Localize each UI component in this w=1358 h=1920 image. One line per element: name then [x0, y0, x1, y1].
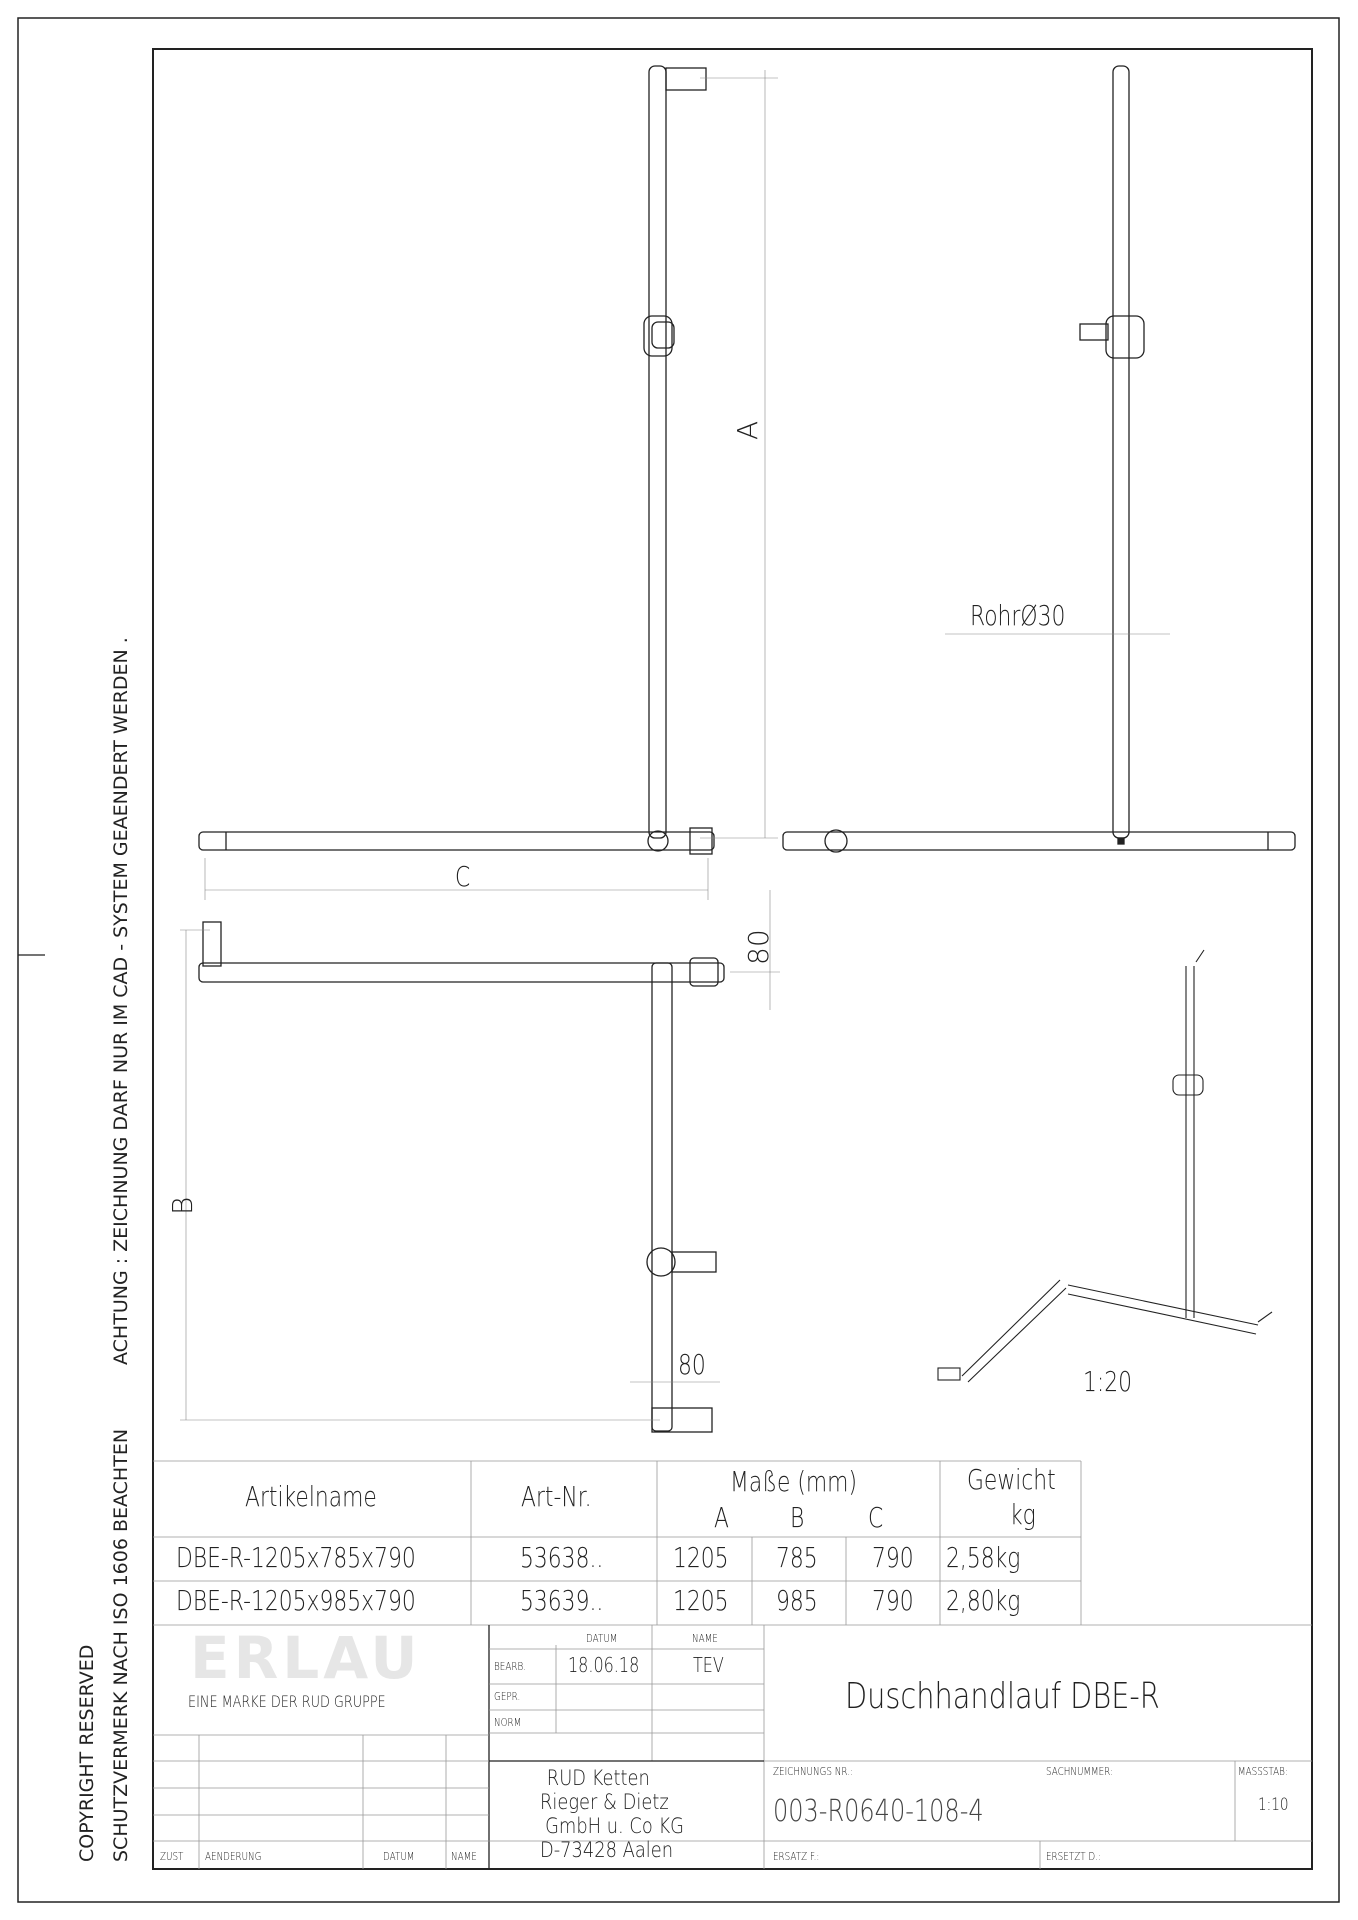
label-datum: DATUM	[586, 1632, 618, 1645]
label-rev-name: NAME	[451, 1850, 477, 1863]
dimension-offset-bottom: 80	[678, 1348, 706, 1381]
header-gewicht: Gewicht	[967, 1463, 1056, 1496]
warning-note: ACHTUNG : ZEICHNUNG DARF NUR IM CAD - SYSTEM GEAENDERT WERDEN .	[110, 637, 132, 1365]
header-b: B	[790, 1501, 805, 1534]
header-masse: Maße (mm)	[730, 1465, 857, 1498]
company-address	[540, 1766, 684, 1862]
label-drawing-no: ZEICHNUNGS NR.:	[773, 1765, 853, 1778]
cell-name: DBE-R-1205x785x790	[176, 1541, 416, 1574]
label-rev-zust: ZUST	[160, 1850, 184, 1863]
label-ersatz: ERSATZ F.:	[773, 1850, 820, 1863]
drawing-title: Duschhandlauf DBE-R	[845, 1676, 1160, 1717]
label-bearb: BEARB.	[494, 1660, 527, 1673]
header-c: C	[868, 1501, 884, 1534]
label-rev-datum: DATUM	[383, 1850, 415, 1863]
front-view	[199, 66, 778, 900]
header-artikelname: Artikelname	[245, 1480, 377, 1513]
header-art-nr: Art-Nr.	[521, 1480, 592, 1513]
label-norm: NORM	[494, 1716, 522, 1729]
cell-art: 53639..	[520, 1584, 604, 1617]
company-line: Rieger & Dietz	[540, 1790, 669, 1814]
brand-tagline: EINE MARKE DER RUD GRUPPE	[188, 1692, 386, 1711]
scale-value: 1:10	[1258, 1795, 1289, 1815]
header-a: A	[714, 1501, 729, 1534]
label-ersetzt: ERSETZT D.:	[1046, 1850, 1101, 1863]
cell-c: 790	[872, 1541, 914, 1574]
cell-b: 985	[776, 1584, 818, 1617]
cell-art: 53638..	[520, 1541, 604, 1574]
dimension-offset-top: 80	[742, 929, 775, 965]
cell-a: 1205	[673, 1541, 729, 1574]
iso-scale: 1:20	[1083, 1365, 1133, 1398]
side-view	[783, 66, 1295, 852]
label-name: NAME	[692, 1632, 718, 1645]
dimension-a: A	[731, 420, 764, 440]
isometric-view	[938, 950, 1272, 1382]
label-gepr: GEPR.	[494, 1690, 521, 1703]
bearb-date: 18.06.18	[568, 1653, 640, 1677]
cell-a: 1205	[673, 1584, 729, 1617]
header-kg: kg	[1010, 1498, 1036, 1531]
cell-name: DBE-R-1205x985x790	[176, 1584, 416, 1617]
cell-c: 790	[872, 1584, 914, 1617]
erlau-logo: ERLAU	[190, 1624, 422, 1692]
copyright-note: COPYRIGHT RESERVED	[76, 1644, 98, 1862]
dimension-c: C	[455, 860, 471, 893]
label-scale: MASSSTAB:	[1238, 1765, 1288, 1778]
label-rev-aenderung: AENDERUNG	[205, 1850, 262, 1863]
protection-note: SCHUTZVERMERK NACH ISO 1606 BEACHTEN	[110, 1428, 132, 1862]
bearb-name: TEV	[693, 1653, 724, 1677]
cell-b: 785	[776, 1541, 818, 1574]
tube-diameter: RohrØ30	[970, 599, 1066, 632]
outer-border	[18, 18, 1339, 1902]
company-line: D-73428 Aalen	[540, 1838, 674, 1862]
label-sachnummer: SACHNUMMER:	[1046, 1765, 1113, 1778]
cell-weight: 2,58kg	[946, 1541, 1021, 1574]
dimension-b: B	[166, 1196, 199, 1215]
company-line: RUD Ketten	[546, 1766, 650, 1790]
company-line: GmbH u. Co KG	[545, 1814, 685, 1838]
drawing-number: 003-R0640-108-4	[773, 1794, 984, 1829]
cell-weight: 2,80kg	[946, 1584, 1021, 1617]
